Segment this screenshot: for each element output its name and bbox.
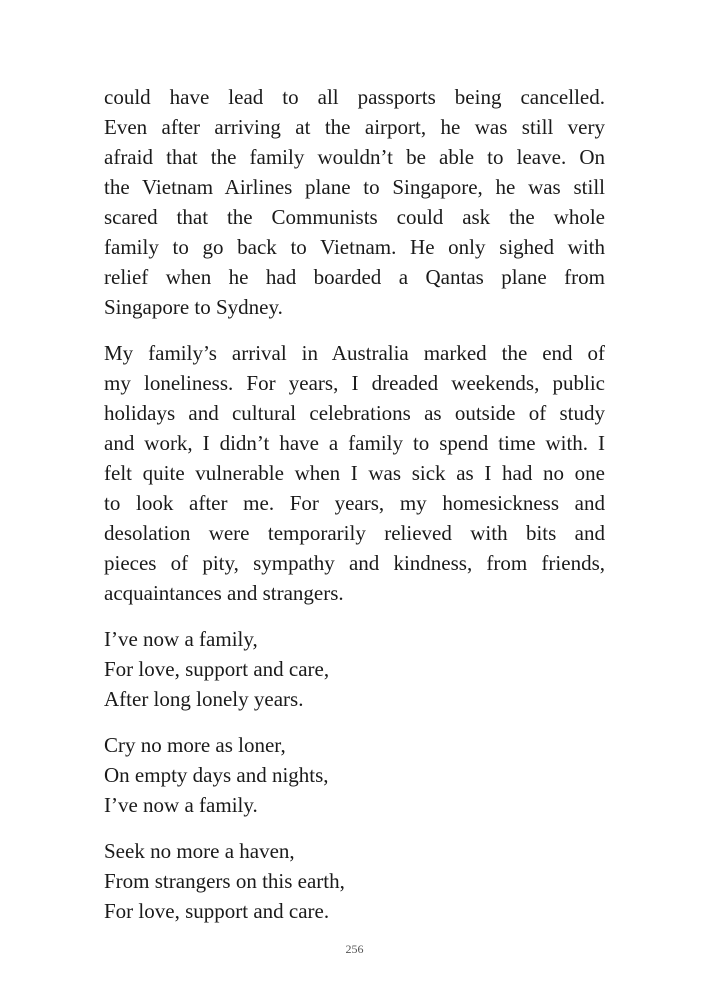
poem-line: For love, support and care, bbox=[104, 657, 330, 681]
poem-line: Seek no more a haven, bbox=[104, 839, 295, 863]
paragraph-2 bbox=[104, 338, 605, 608]
paragraph-1 bbox=[104, 82, 605, 322]
page-body bbox=[104, 82, 605, 942]
paragraph-line: family to go back to Vietnam. He only sighed with bbox=[104, 235, 605, 259]
poem-stanza-3 bbox=[104, 836, 605, 926]
poem-stanza-2 bbox=[104, 730, 605, 820]
poem-line: Cry no more as loner, bbox=[104, 733, 286, 757]
poem-line: For love, support and care. bbox=[104, 899, 330, 923]
paragraph-line: afraid that the family wouldn’t be able to leave. On bbox=[104, 145, 605, 169]
poem-line: On empty days and nights, bbox=[104, 763, 329, 787]
paragraph-line: pieces of pity, sympathy and kindness, from friends, bbox=[104, 551, 605, 575]
paragraph-line: and work, I didn’t have a family to spend time with. I bbox=[104, 431, 605, 455]
paragraph-line: to look after me. For years, my homesickness and bbox=[104, 491, 605, 515]
poem-line: From strangers on this earth, bbox=[104, 869, 345, 893]
poem-stanza-1 bbox=[104, 624, 605, 714]
paragraph-line: Even after arriving at the airport, he was still very bbox=[104, 115, 605, 139]
paragraph-line: Singapore to Sydney. bbox=[104, 295, 283, 319]
paragraph-line: could have lead to all passports being cancelled. bbox=[104, 85, 605, 109]
paragraph-line: my loneliness. For years, I dreaded weekends, public bbox=[104, 371, 605, 395]
poem-line: After long lonely years. bbox=[104, 687, 304, 711]
poem-line: I’ve now a family. bbox=[104, 793, 258, 817]
paragraph-line: felt quite vulnerable when I was sick as I had no one bbox=[104, 461, 605, 485]
paragraph-line: scared that the Communists could ask the whole bbox=[104, 205, 605, 229]
poem-line: I’ve now a family, bbox=[104, 627, 258, 651]
paragraph-line: the Vietnam Airlines plane to Singapore, he was still bbox=[104, 175, 605, 199]
paragraph-line: My family’s arrival in Australia marked the end of bbox=[104, 341, 605, 365]
paragraph-line: acquaintances and strangers. bbox=[104, 581, 344, 605]
paragraph-line: holidays and cultural celebrations as outside of study bbox=[104, 401, 605, 425]
paragraph-line: desolation were temporarily relieved with bits and bbox=[104, 521, 605, 545]
paragraph-line: relief when he had boarded a Qantas plane from bbox=[104, 265, 605, 289]
page-number: 256 bbox=[345, 942, 364, 956]
